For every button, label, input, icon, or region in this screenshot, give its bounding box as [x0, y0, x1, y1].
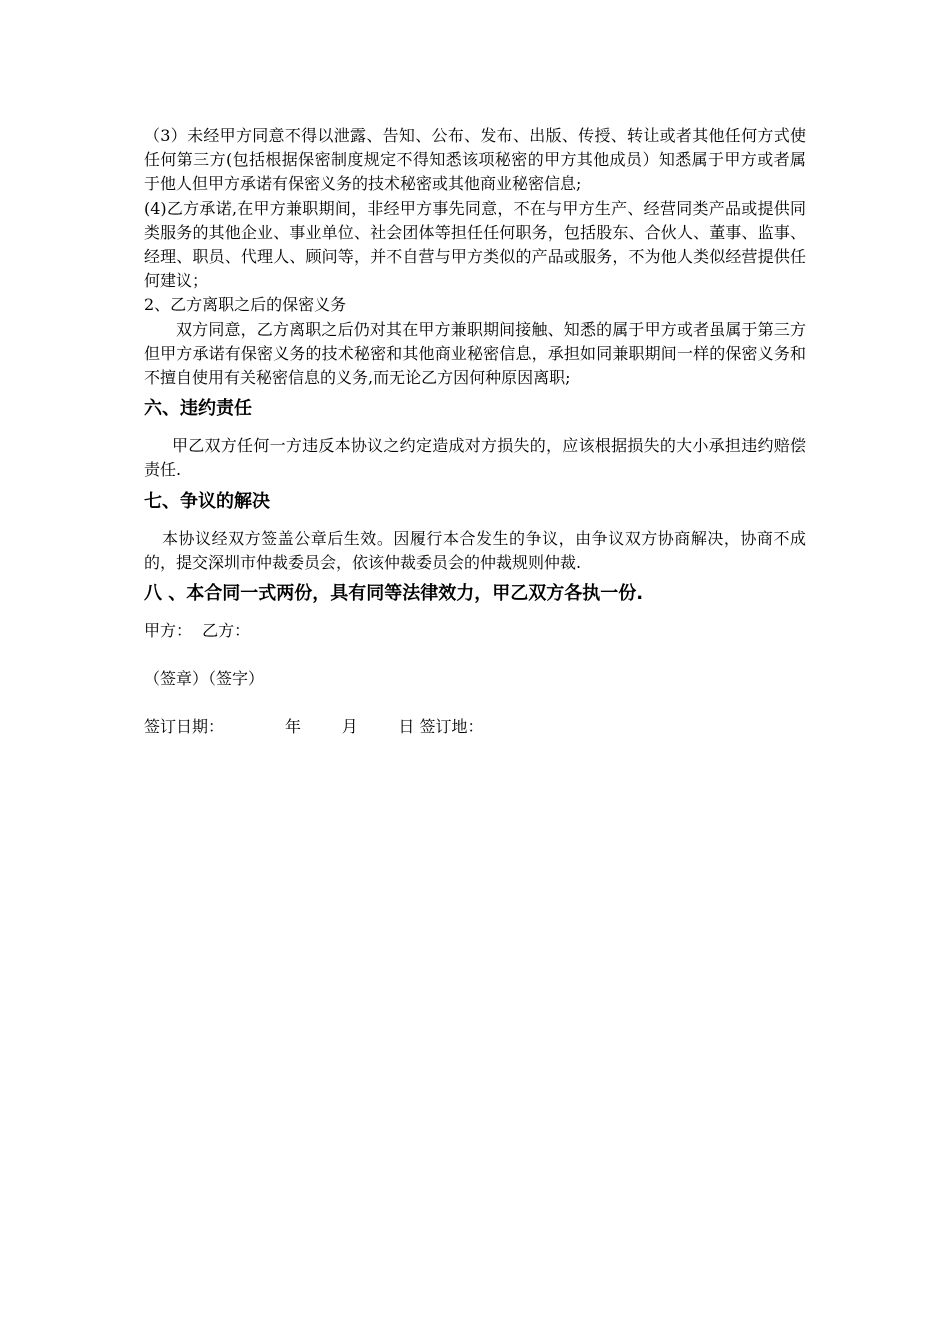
section-2-body: 双方同意，乙方离职之后仍对其在甲方兼职期间接触、知悉的属于甲方或者虽属于第三方但甲方承诺有保密义务的技术秘密和其他商业秘密信息，承担如同兼职期间一样的保密义务和不擅自使用有关秘密信息的义务,而无论乙方因何种原因离职;	[144, 319, 806, 388]
section-7-body: 本协议经双方签盖公章后生效。因履行本合发生的争议，由争议双方协商解决，协商不成的，提交深圳市仲裁委员会，依该仲裁委员会的仲裁规则仲裁.	[144, 528, 806, 572]
signature-parties: 甲方： 乙方：	[144, 621, 251, 641]
section-7-heading: 七、争议的解决	[144, 490, 270, 512]
section-8-heading: 八 、本合同一式两份，具有同等法律效力，甲乙双方各执一份.	[144, 583, 644, 605]
signature-seals: （签章）（签字）	[144, 669, 265, 689]
section-6-body: 甲乙双方任何一方违反本协议之约定造成对方损失的，应该根据损失的大小承担违约赔偿责任.	[144, 436, 806, 480]
clause-4: (4)乙方承诺,在甲方兼职期间，非经甲方事先同意，不在与甲方生产、经营同类产品或提供同类服务的其他企业、事业单位、社会团体等担任任何职务，包括股东、合伙人、董事、监事、经理、职员、代理人、顾问等，并不自营与甲方类似的产品或服务，不为他人类似经营提供任何建议；	[144, 198, 806, 291]
section-2-title: 2、乙方离职之后的保密义务	[144, 295, 347, 315]
signature-date-line: 签订日期： 年 月 日 签订地：	[144, 717, 484, 737]
section-6-heading: 六、违约责任	[144, 398, 252, 420]
clause-3: （3）未经甲方同意不得以泄露、告知、公布、发布、出版、传授、转让或者其他任何方式使任何第三方(包括根据保密制度规定不得知悉该项秘密的甲方其他成员）知悉属于甲方或者属于他人但甲方承诺有保密义务的技术秘密或其他商业秘密信息;	[144, 126, 806, 194]
document-page	[144, 124, 806, 739]
